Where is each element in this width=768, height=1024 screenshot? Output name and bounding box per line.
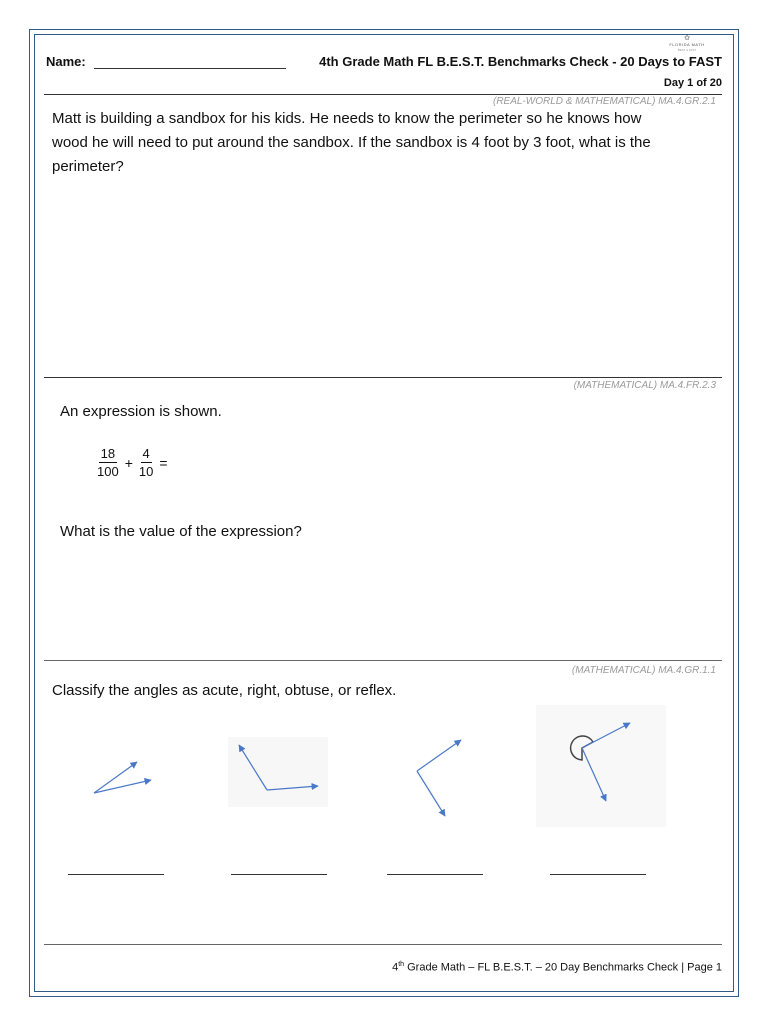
- footer-grade-number: 4: [392, 961, 399, 974]
- right-angle-figure: [408, 733, 472, 823]
- section-divider: [44, 377, 722, 378]
- fraction-denominator: 10: [138, 464, 154, 479]
- page-footer: [392, 961, 722, 974]
- q2-intro: An expression is shown.: [60, 403, 222, 420]
- logo-text: FLORIDA MATH: [669, 42, 705, 47]
- answer-blank-3[interactable]: [387, 874, 483, 875]
- logo-subtext: BEST ♦ FAST: [677, 48, 697, 52]
- footer-grade-suffix: th: [398, 961, 405, 968]
- fraction-1: [95, 445, 121, 480]
- footer-divider: [44, 944, 722, 945]
- q1-line: Matt is building a sandbox for his kids. He needs to know the perimeter so he knows how: [52, 110, 642, 127]
- section-divider: [44, 660, 722, 661]
- fraction-denominator: 100: [97, 464, 119, 479]
- q2-standard: (MATHEMATICAL) MA.4.FR.2.3: [573, 380, 716, 391]
- obtuse-angle-figure: [228, 737, 328, 807]
- q1-text: [52, 107, 651, 179]
- logo-mark-icon: ✿: [684, 34, 690, 42]
- header-divider: [44, 94, 722, 95]
- footer-text: Grade Math – FL B.E.S.T. – 20 Day Benchmarks Check | Page 1: [407, 961, 722, 974]
- q1-line: wood he will need to put around the sandbox. If the sandbox is 4 foot by 3 foot, what is the: [52, 134, 651, 151]
- reflex-angle-figure: [536, 705, 666, 827]
- fraction-numerator: 18: [100, 446, 116, 461]
- fraction-numerator: 4: [142, 446, 150, 461]
- fraction-expression: [95, 445, 172, 480]
- fraction-2: [137, 445, 155, 480]
- day-label: Day 1 of 20: [663, 77, 722, 89]
- answer-blank-4[interactable]: [550, 874, 646, 875]
- acute-angle-figure: [82, 750, 158, 800]
- plus-sign: +: [124, 454, 133, 471]
- name-field-line[interactable]: [94, 68, 286, 69]
- answer-blank-2[interactable]: [231, 874, 327, 875]
- q3-prompt: Classify the angles as acute, right, obtuse, or reflex.: [52, 682, 397, 699]
- name-label: Name:: [46, 54, 86, 69]
- document-title: 4th Grade Math FL B.E.S.T. Benchmarks Check - 20 Days to FAST: [319, 54, 722, 69]
- answer-blank-1[interactable]: [68, 874, 164, 875]
- equals-sign: =: [159, 454, 168, 471]
- q2-question: What is the value of the expression?: [60, 523, 302, 540]
- q1-standard: (REAL-WORLD & MATHEMATICAL) MA.4.GR.2.1: [493, 96, 716, 107]
- q1-line: perimeter?: [52, 158, 124, 175]
- q3-standard: (MATHEMATICAL) MA.4.GR.1.1: [571, 665, 716, 676]
